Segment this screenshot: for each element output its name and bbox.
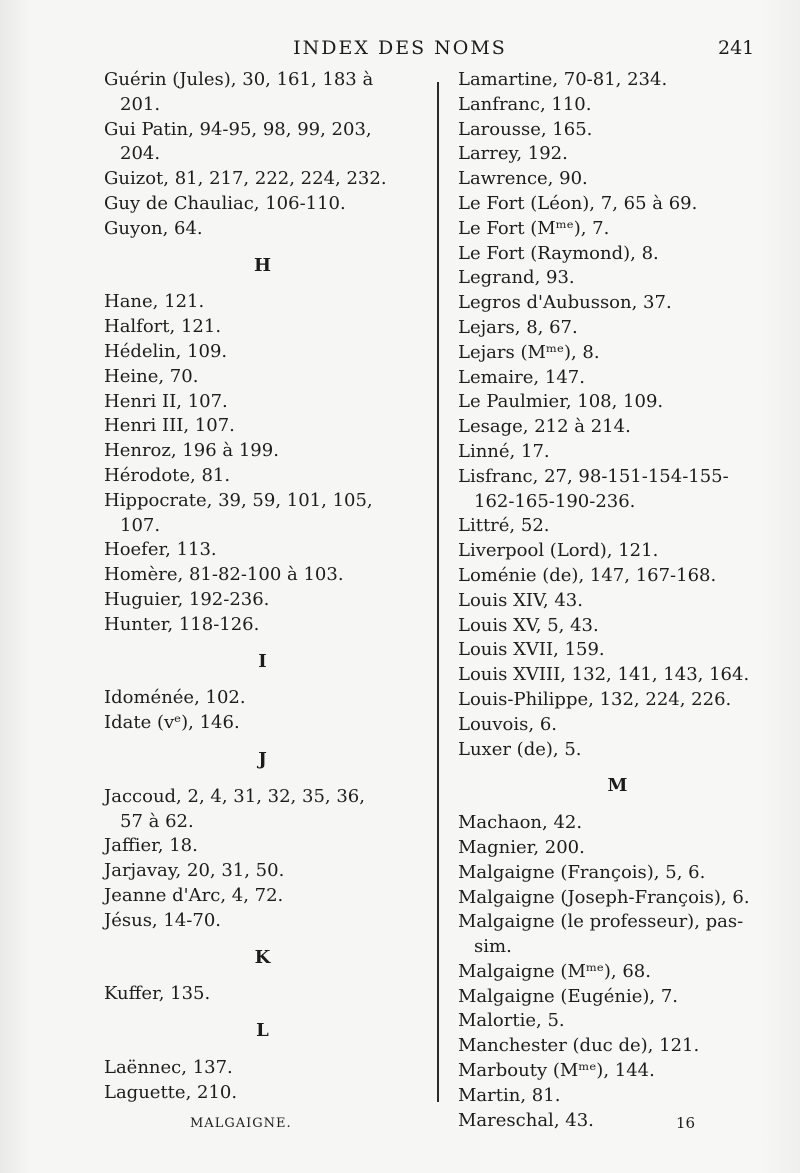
entry-line: Lejars (Mᵐᵉ), 8. (458, 341, 600, 363)
section-letter: L (256, 1020, 270, 1042)
entry-line: Jésus, 14-70. (104, 909, 221, 931)
column-divider (437, 82, 439, 1102)
index-entry (104, 439, 422, 464)
entry-line: Larousse, 165. (458, 118, 593, 140)
index-entry (104, 167, 422, 192)
index-entry (458, 1109, 778, 1134)
index-entry (458, 539, 778, 564)
entry-line: Guyon, 64. (104, 217, 203, 239)
entry-line: Guy de Chauliac, 106-110. (104, 192, 346, 214)
index-entry (104, 884, 422, 909)
index-entry (104, 613, 422, 638)
entry-line: Lemaire, 147. (458, 366, 585, 388)
index-entry (458, 960, 778, 985)
index-entry (104, 192, 422, 217)
entry-line: Laënnec, 137. (104, 1056, 233, 1078)
entry-line: Martin, 81. (458, 1084, 561, 1106)
index-entry (458, 118, 778, 143)
index-entry (104, 785, 422, 835)
entry-line: Hippocrate, 39, 59, 101, 105, (104, 489, 373, 511)
entry-line: Guérin (Jules), 30, 161, 183 à (104, 69, 374, 90)
index-entry (458, 242, 778, 267)
index-entry (458, 440, 778, 465)
index-entry (458, 811, 778, 836)
entry-line: Heine, 70. (104, 365, 199, 387)
section-letter: M (607, 775, 629, 797)
left-column (104, 68, 422, 1105)
entry-line: Homère, 81-82-100 à 103. (104, 564, 344, 586)
entry-line: Le Fort (Léon), 7, 65 à 69. (458, 192, 698, 214)
entry-line: Littré, 52. (458, 515, 550, 537)
entry-continuation: sim. (474, 936, 512, 958)
entry-line: Gui Patin, 94-95, 98, 99, 203, (104, 118, 372, 140)
index-entry (104, 489, 422, 539)
page-number: 241 (718, 37, 755, 59)
index-entry (104, 365, 422, 390)
index-entry (458, 713, 778, 738)
entry-line: Guizot, 81, 217, 222, 224, 232. (104, 168, 387, 190)
entry-line: Linné, 17. (458, 440, 550, 462)
index-entry (104, 538, 422, 563)
section-letter: I (258, 650, 268, 672)
entry-line: Marbouty (Mᵐᵉ), 144. (458, 1060, 655, 1082)
index-entry (458, 886, 778, 911)
index-entry (458, 614, 778, 639)
entry-line: Malgaigne (François), 5, 6. (458, 861, 706, 883)
entry-line: Hunter, 118-126. (104, 613, 260, 635)
entry-line: Legrand, 93. (458, 267, 575, 289)
index-entry (104, 464, 422, 489)
entry-line: Malortie, 5. (458, 1010, 565, 1032)
index-entry (458, 167, 778, 192)
index-entry (104, 315, 422, 340)
entry-line: Le Fort (Raymond), 8. (458, 242, 659, 264)
entry-line: Manchester (duc de), 121. (458, 1035, 700, 1057)
index-entry (458, 142, 778, 167)
entry-line: Loménie (de), 147, 167-168. (458, 564, 717, 586)
index-entry (458, 291, 778, 316)
signature-mark: MALGAIGNE. (190, 1116, 292, 1131)
entry-line: Jaccoud, 2, 4, 31, 32, 35, 36, (104, 785, 365, 807)
index-entry (458, 341, 778, 366)
index-entry (458, 1009, 778, 1034)
index-entry (104, 118, 422, 168)
index-entry (458, 266, 778, 291)
entry-line: Hoefer, 113. (104, 539, 217, 561)
page-title: INDEX DES NOMS (293, 37, 507, 59)
index-entry (104, 588, 422, 613)
index-entry (104, 1081, 422, 1106)
entry-line: Malgaigne (le professeur), pas- (458, 911, 744, 933)
index-entry (458, 738, 778, 763)
index-entry (458, 192, 778, 217)
index-entry (458, 836, 778, 861)
section-letter: J (258, 748, 268, 770)
entry-line: Machaon, 42. (458, 812, 583, 834)
index-entry (104, 686, 422, 711)
entry-line: Henroz, 196 à 199. (104, 440, 279, 462)
index-entry (104, 563, 422, 588)
index-entry (104, 414, 422, 439)
entry-line: Henri III, 107. (104, 415, 235, 437)
entry-line: Hérodote, 81. (104, 464, 231, 486)
entry-line: Malgaigne (Joseph-François), 6. (458, 886, 750, 908)
entry-line: Louis XVII, 159. (458, 639, 605, 661)
entry-line: Laguette, 210. (104, 1081, 238, 1103)
entry-line: Le Paulmier, 108, 109. (458, 391, 664, 413)
index-entry (104, 909, 422, 934)
index-entry (458, 1059, 778, 1084)
entry-continuation: 162-165-190-236. (474, 490, 636, 512)
entry-line: Le Fort (Mᵐᵉ), 7. (458, 217, 610, 239)
index-entry (104, 859, 422, 884)
index-entry (458, 68, 778, 93)
entry-line: Mareschal, 43. (458, 1109, 594, 1131)
section-letter: K (254, 946, 272, 968)
entry-line: Lejars, 8, 67. (458, 316, 578, 338)
entry-continuation: 107. (120, 514, 161, 536)
entry-line: Huguier, 192-236. (104, 588, 270, 610)
entry-continuation: 201. (120, 93, 161, 115)
index-entry (104, 1056, 422, 1081)
entry-line: Lamartine, 70-81, 234. (458, 69, 668, 90)
index-entry (458, 217, 778, 242)
entry-line: Magnier, 200. (458, 836, 585, 858)
section-letter: H (253, 254, 272, 276)
entry-line: Liverpool (Lord), 121. (458, 540, 659, 562)
index-entry (458, 1034, 778, 1059)
index-entry (458, 638, 778, 663)
index-entry (458, 861, 778, 886)
entry-line: Louis XV, 5, 43. (458, 614, 599, 636)
entry-line: Kuffer, 135. (104, 983, 211, 1005)
sheet-number: 16 (676, 1114, 696, 1132)
index-entry (458, 415, 778, 440)
index-entry (458, 1084, 778, 1109)
index-entry (458, 316, 778, 341)
entry-line: Idate (vᵉ), 146. (104, 712, 240, 734)
entry-line: Lisfranc, 27, 98-151-154-155- (458, 465, 729, 487)
entry-line: Lesage, 212 à 214. (458, 416, 631, 438)
index-entry (104, 68, 422, 118)
index-entry (458, 93, 778, 118)
right-column (458, 68, 778, 1133)
entry-line: Louis-Philippe, 132, 224, 226. (458, 688, 732, 710)
index-entry (458, 514, 778, 539)
index-entry (104, 390, 422, 415)
entry-line: Lanfranc, 110. (458, 93, 592, 115)
entry-line: Louis XIV, 43. (458, 589, 583, 611)
index-entry (458, 366, 778, 391)
entry-line: Jarjavay, 20, 31, 50. (104, 860, 285, 882)
entry-line: Jaffier, 18. (104, 835, 198, 857)
entry-line: Louvois, 6. (458, 713, 557, 735)
entry-line: Hédelin, 109. (104, 340, 228, 362)
index-entry (458, 985, 778, 1010)
entry-line: Legros d'Aubusson, 37. (458, 292, 672, 314)
index-entry (458, 564, 778, 589)
entry-line: Halfort, 121. (104, 316, 222, 338)
entry-line: Luxer (de), 5. (458, 738, 582, 760)
index-entry (104, 217, 422, 242)
entry-line: Larrey, 192. (458, 143, 568, 165)
index-entry (458, 663, 778, 688)
entry-line: Idoménée, 102. (104, 687, 246, 709)
index-entry (104, 982, 422, 1007)
index-entry (458, 390, 778, 415)
entry-line: Malgaigne (Mᵐᵉ), 68. (458, 960, 651, 982)
index-entry (104, 340, 422, 365)
index-entry (104, 290, 422, 315)
entry-continuation: 57 à 62. (120, 810, 194, 832)
index-entry (458, 688, 778, 713)
index-entry (458, 465, 778, 515)
entry-line: Hane, 121. (104, 291, 205, 313)
entry-line: Malgaigne (Eugénie), 7. (458, 985, 678, 1007)
index-entry (458, 910, 778, 960)
index-entry (458, 589, 778, 614)
entry-line: Jeanne d'Arc, 4, 72. (104, 884, 284, 906)
entry-line: Henri II, 107. (104, 390, 228, 412)
entry-line: Louis XVIII, 132, 141, 143, 164. (458, 664, 750, 686)
index-entry (104, 711, 422, 736)
entry-continuation: 204. (120, 143, 161, 165)
index-entry (104, 834, 422, 859)
entry-line: Lawrence, 90. (458, 168, 588, 190)
